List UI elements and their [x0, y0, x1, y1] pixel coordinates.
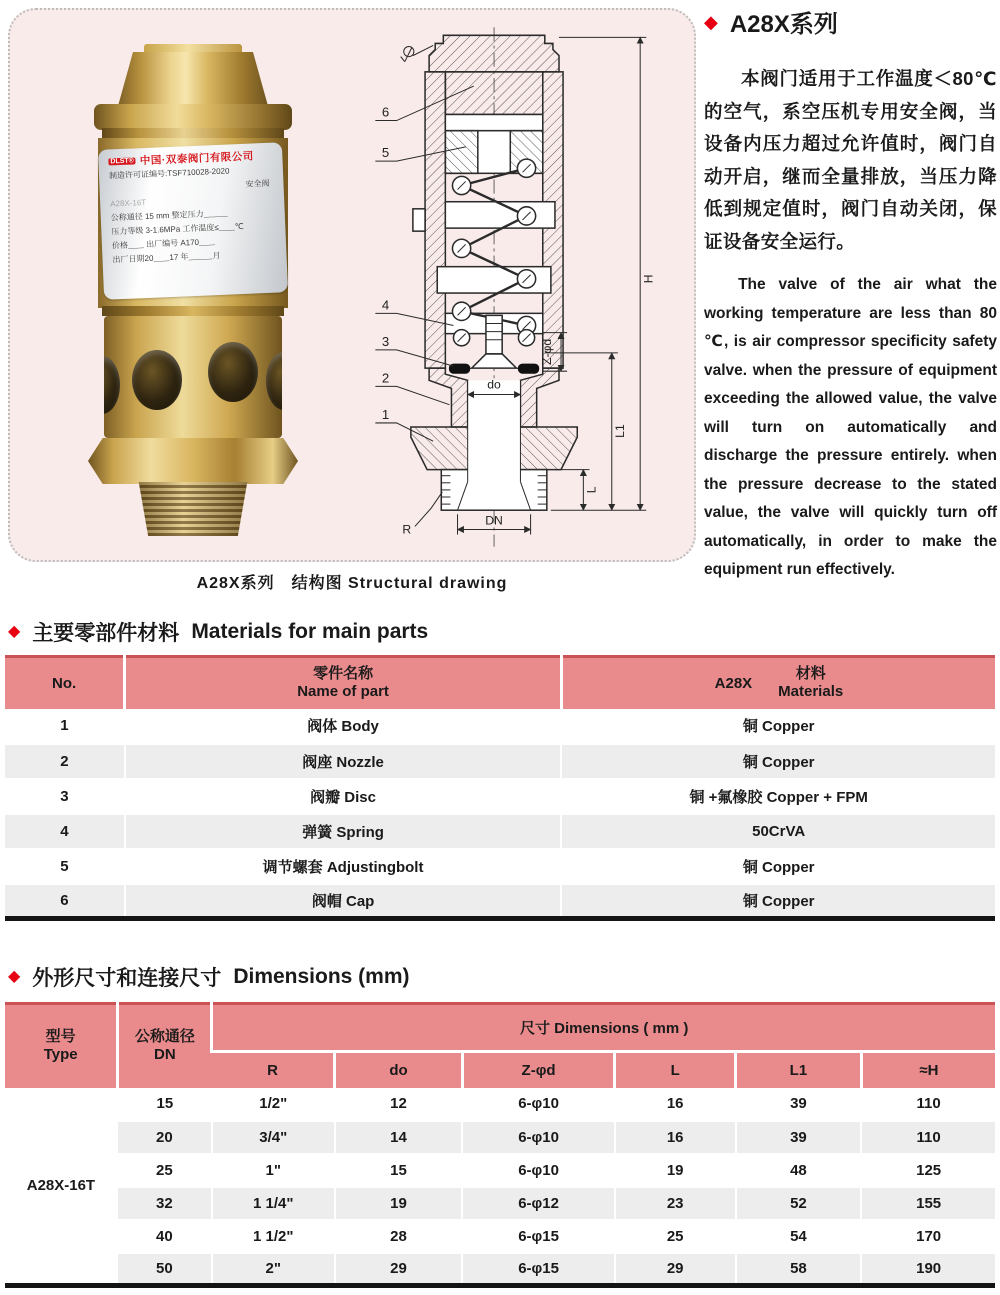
dim-label-dn: DN [485, 513, 503, 528]
bore [468, 380, 521, 500]
surface-finish-symbol [401, 45, 433, 61]
diamond-icon: ◆ [704, 11, 718, 32]
type-cell: A28X-16T [5, 1088, 118, 1286]
dim-label-r: R [402, 522, 412, 537]
col-material [561, 657, 995, 709]
dim-label-zd: Z-φd [539, 338, 554, 365]
series-title-text: A28X系列 [729, 11, 838, 38]
diamond-icon: ◆ [8, 623, 21, 640]
callout-3: 3 [381, 333, 390, 349]
dimensions-table [5, 1002, 995, 1288]
dim-label-l: L [584, 486, 599, 494]
diamond-icon: ◆ [8, 968, 21, 985]
table-row: 32 1 1/4" 19 6-φ12 23 52 155 [5, 1187, 995, 1220]
nameplate-serial: 价格＿＿ 出厂编号 A170＿＿ [111, 237, 216, 251]
callout-2: 2 [381, 370, 390, 386]
intro-paragraph-en: The valve of the air what the working temperature are less than 80 ℃, is air compressor specificity safety valve. when the pressure of equipment exceeding the allowed value, the valve will turn on automatically and discharge the pressure entirely. when the pressure decrease to the stated value, the valve will quickly turn off automatically, in order to make the equipment run effectively. [704, 276, 997, 578]
callout-5: 5 [381, 145, 390, 161]
dimensions-heading [8, 962, 410, 992]
table-row: 6 阀帽 Cap 铜 Copper [5, 884, 995, 919]
col-type-cn: 型号 [45, 1027, 76, 1045]
col-material-en: Materials [778, 683, 844, 701]
col-l: L [615, 1052, 736, 1088]
table-row: 40 1 1/2" 28 6-φ15 25 54 170 [5, 1220, 995, 1253]
col-l1: L1 [736, 1052, 862, 1088]
valve-lower-body [104, 316, 282, 438]
cap-section [429, 35, 559, 72]
nameplate-date: 出厂日期20＿＿17 年＿＿＿月 [112, 250, 221, 265]
seal-right [518, 364, 538, 373]
col-dn [118, 1004, 212, 1088]
col-name-en: Name of part [297, 683, 389, 701]
table-row: 2 阀座 Nozzle 铜 Copper [5, 744, 995, 779]
col-dn-en: DN [154, 1046, 176, 1064]
callout-6: 6 [381, 104, 390, 120]
dim-label-l1: L1 [612, 424, 627, 438]
valve-nameplate [98, 142, 288, 300]
intro-column [704, 4, 997, 585]
body-wall-left [425, 72, 445, 368]
dim-label-h: H [641, 274, 656, 284]
brand-logo: DLST® [110, 157, 135, 166]
valve-upper-body [98, 138, 288, 308]
nameplate-license: 制造许可证编号:TSF710028-2020 [108, 166, 230, 181]
nameplate-bore: 公称通径 15 mm 整定压力＿＿＿ [110, 208, 228, 223]
materials-header-row [5, 657, 995, 709]
valve-thread-shading [134, 482, 252, 536]
table-row: 3 阀瓣 Disc 铜 +氟橡胶 Copper + FPM [5, 779, 995, 814]
adjusting-bolt-left [445, 131, 477, 174]
col-name-cn: 零件名称 [313, 664, 374, 682]
nameplate-product: 安全阀 [245, 178, 270, 189]
col-group-dimensions: 尺寸 Dimensions ( mm ) [212, 1004, 995, 1052]
nozzle-wall-left [429, 368, 468, 427]
materials-heading-cn: 主要零部件材料 [32, 622, 180, 645]
col-name [125, 657, 562, 709]
valve-cap-hex [118, 52, 268, 106]
intro-paragraph-cn: 本阀门适用于工作温度＜80℃的空气，系空压机专用安全阀，当设备内压力超过允许值时，阀门自动开启，继而全量排放，当压力降低到规定值时，阀门自动关闭，保证设备安全运行。 [704, 68, 997, 252]
dimensions-header-row-1 [5, 1004, 995, 1052]
valve-vent-hole [132, 350, 182, 410]
spring-cover-plate [445, 114, 542, 130]
valve-vent-hole [104, 356, 120, 414]
table-row: 5 调节螺套 Adjustingbolt 铜 Copper [5, 849, 995, 884]
dim-label-do: do [487, 377, 501, 392]
dimensions-heading-en: Dimensions (mm) [233, 965, 410, 988]
stem [486, 315, 502, 354]
product-panel [8, 8, 696, 562]
dimensions-heading-cn: 外形尺寸和连接尺寸 [32, 967, 222, 990]
materials-heading [8, 617, 428, 647]
table-row: 1 阀体 Body 铜 Copper [5, 709, 995, 744]
col-do: do [335, 1052, 463, 1088]
col-no: No. [5, 657, 125, 709]
nozzle-wall-right [520, 368, 559, 427]
col-type [5, 1004, 118, 1088]
table-row: 20 3/4" 14 6-φ10 16 39 110 [5, 1121, 995, 1154]
valve-cap-flange [94, 104, 292, 130]
table-row: A28X-16T 15 1/2" 12 6-φ10 16 39 110 [5, 1088, 995, 1121]
col-type-en: Type [43, 1046, 78, 1064]
cap-interior [445, 72, 542, 115]
disc [472, 354, 517, 368]
structural-drawing [352, 22, 697, 557]
table-row: 25 1" 15 6-φ10 19 48 125 [5, 1154, 995, 1187]
side-port [413, 209, 425, 231]
materials-table [5, 655, 995, 921]
callout-4: 4 [381, 297, 390, 313]
table-row: 4 弹簧 Spring 50CrVA [5, 814, 995, 849]
valve-photo [46, 44, 342, 538]
col-r: R [212, 1052, 335, 1088]
valve-mid-ring [102, 306, 284, 316]
col-zd: Z-φd [462, 1052, 614, 1088]
table-row: 50 2" 29 6-φ15 29 58 190 [5, 1253, 995, 1286]
spring-guide-1 [445, 202, 555, 228]
nameplate-model: A28X-16T [110, 197, 147, 209]
series-title [704, 4, 997, 39]
valve-vent-hole [208, 342, 258, 402]
col-material-cn: 材料 [795, 664, 826, 682]
brand-name: 中国·双泰阀门有限公司 [139, 150, 255, 168]
drawing-caption: A28X系列 结构图 Structural drawing [196, 575, 508, 592]
valve-hex-nut [88, 438, 298, 484]
materials-heading-en: Materials for main parts [191, 620, 429, 643]
valve-vent-hole [266, 352, 282, 410]
col-dn-cn: 公称通径 [134, 1027, 195, 1045]
col-h: ≈H [861, 1052, 995, 1088]
col-material-brand: A28X [714, 674, 753, 692]
nameplate-pressure: 压力等级 3-1.6MPa 工作温度≤＿＿℃ [111, 221, 244, 237]
callout-1: 1 [381, 406, 390, 422]
